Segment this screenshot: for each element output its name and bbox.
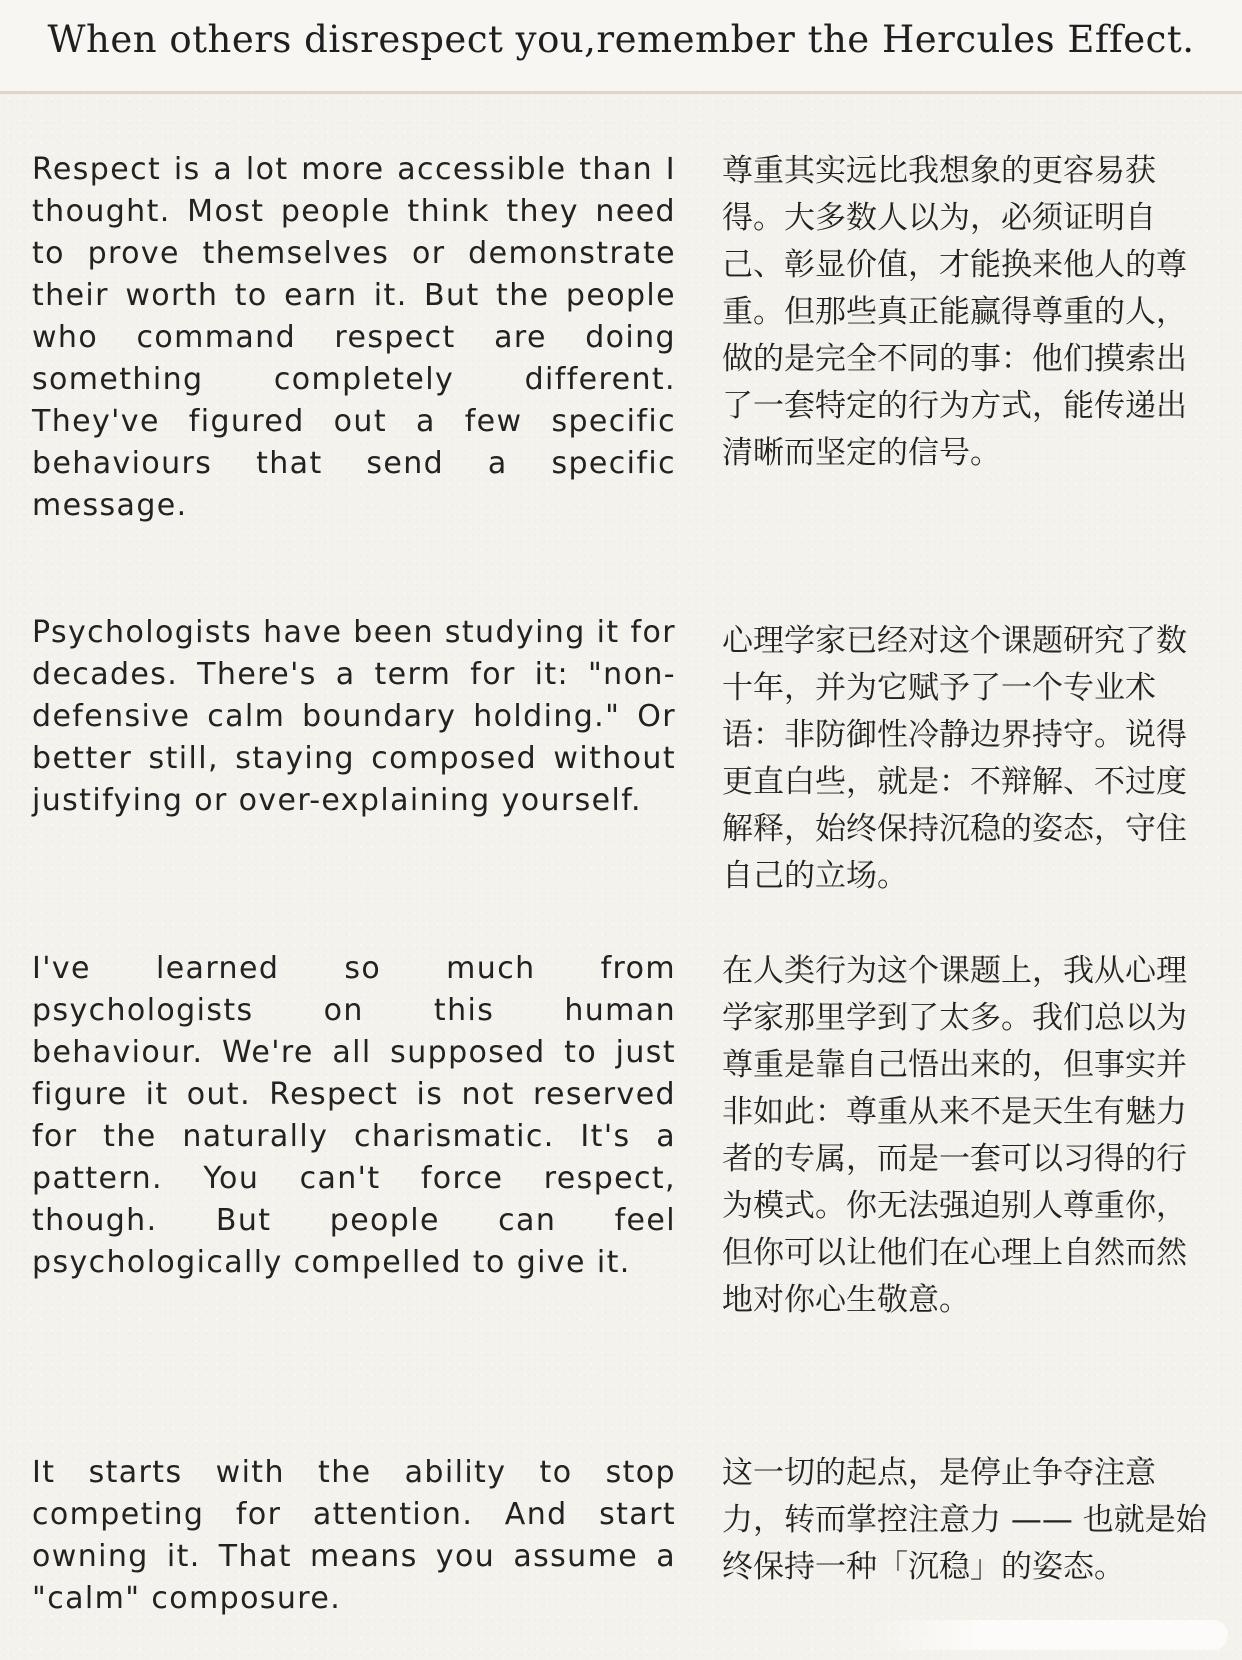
english-paragraph-1: Respect is a lot more accessible than I thought. Most people think they need to prove themselves or demonstrate their worth to earn it. But the people who command respect are doing something completely different. They've figured out a few specific behaviours that send a specific message.	[32, 152, 676, 523]
chinese-paragraph-2: 心理学家已经对这个课题研究了数十年，并为它赋予了一个专业术语：非防御性冷静边界持守。说得更直白些，就是：不辩解、不过度解释，始终保持沉稳的姿态，守住自己的立场。	[722, 623, 1187, 894]
header-bar	[0, 0, 1242, 94]
chinese-paragraph-1: 尊重其实远比我想象的更容易获得。大多数人以为，必须证明自己、彰显价值，才能换来他人的尊重。但那些真正能赢得尊重的人，做的是完全不同的事：他们摸索出了一套特定的行为方式，能传递出清晰而坚定的信号。	[722, 153, 1187, 471]
chinese-paragraph-4: 这一切的起点，是停止争夺注意力，转而掌控注意力 —— 也就是始终保持一种「沉稳」的姿态。	[722, 1455, 1207, 1585]
english-paragraph-2: Psychologists have been studying it for decades. There's a term for it: "non-defensive calm boundary holding." Or better still, staying composed without justifying or over-explaining yourself.	[32, 615, 676, 818]
english-paragraph-3: I've learned so much from psychologists on this human behaviour. We're all supposed to just figure it out. Respect is not reserved for the naturally charismatic. It's a pattern. You can't force respect, though. But people can feel psychologically compelled to give it.	[32, 951, 676, 1280]
page-title: When others disrespect you,remember the Hercules Effect.	[47, 18, 1195, 61]
chinese-paragraph-3: 在人类行为这个课题上，我从心理学家那里学到了太多。我们总以为尊重是靠自己悟出来的，但事实并非如此：尊重从来不是天生有魅力者的专属，而是一套可以习得的行为模式。你无法强迫别人尊重你，但你可以让他们在心理上自然而然地对你心生敬意。	[722, 953, 1187, 1318]
watermark	[868, 1620, 1228, 1650]
english-paragraph-4: It starts with the ability to stop competing for attention. And start owning it. That means you assume a "calm" composure.	[32, 1455, 676, 1616]
